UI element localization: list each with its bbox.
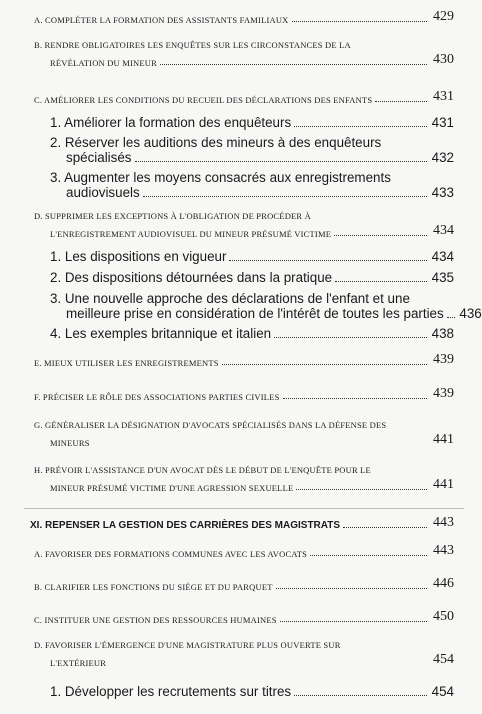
toc-entry-text: 2. Réserver les auditions des mineurs à des enquêteurs [50, 135, 382, 150]
dot-leader [296, 489, 427, 490]
toc-entry-section[interactable] [0, 515, 474, 531]
toc-page-number: 439 [433, 386, 454, 401]
toc-entry-text-continued: meilleure prise en considération de l'intérêt de toutes les parties [66, 306, 444, 321]
toc-entry[interactable] [0, 640, 474, 668]
toc-entry-text: C. INSTITUER UNE GESTION DES RESSOURCES HUMAINES [34, 615, 277, 625]
toc-entry[interactable] [0, 291, 482, 321]
dot-leader [280, 621, 427, 622]
toc-page-number: 434 [431, 249, 454, 264]
divider [24, 508, 464, 509]
toc-page-number: 441 [433, 477, 454, 492]
toc-entry[interactable] [0, 211, 474, 239]
toc-page-number: 430 [433, 52, 454, 67]
toc-entry-text-continued: MINEUR PRÉSUMÉ VICTIME D'UNE AGRESSION SEXUELLE [50, 483, 294, 493]
dot-leader [294, 126, 427, 127]
toc-entry[interactable] [0, 465, 474, 493]
toc-entry-text: D. FAVORISER L'ÉMERGENCE D'UNE MAGISTRATURE PLUS OUVERTE SUR [34, 640, 341, 650]
toc-entry-text: F. PRÉCISER LE RÔLE DES ASSOCIATIONS PARTIES CIVILES [34, 392, 280, 402]
toc-page-number: 450 [433, 609, 454, 624]
toc-page-number: 439 [433, 352, 454, 367]
toc-entry[interactable] [0, 89, 474, 105]
toc-page-number: 454 [433, 652, 454, 667]
toc-entry[interactable] [0, 352, 474, 368]
toc-entry-text-continued: RÉVÉLATION DU MINEUR [50, 58, 157, 68]
dot-leader [294, 695, 427, 696]
dot-leader [283, 398, 427, 399]
toc-entry[interactable] [0, 576, 474, 592]
dot-leader [334, 235, 427, 236]
toc-page-number: 433 [431, 185, 454, 200]
dot-leader [160, 64, 427, 65]
toc-entry[interactable] [0, 135, 474, 165]
toc-entry-text-continued: L'EXTÉRIEUR [50, 658, 107, 668]
dot-leader [135, 161, 428, 162]
toc-entry-text: G. GÉNÉRALISER LA DÉSIGNATION D'AVOCATS SPÉCIALISÉS DANS LA DÉFENSE DES [34, 420, 387, 430]
toc-entry[interactable] [0, 609, 474, 625]
toc-entry-text-continued: MINEURS [50, 438, 90, 448]
toc-entry[interactable] [0, 249, 474, 264]
toc-entry-text: 1. Développer les recrutements sur titres [50, 684, 292, 699]
toc-page-number: 454 [431, 684, 454, 699]
toc-entry[interactable] [0, 115, 474, 130]
dot-leader [274, 337, 427, 338]
toc-entry-text: E. MIEUX UTILISER LES ENREGISTREMENTS [34, 358, 219, 368]
dot-leader [229, 260, 427, 261]
toc-entry[interactable] [0, 684, 474, 699]
toc-page-number: 432 [431, 150, 454, 165]
toc-entry-text: 1. Améliorer la formation des enquêteurs [50, 115, 292, 130]
toc-page-number: 443 [433, 543, 454, 558]
toc-entry-text-continued: spécialisés [66, 150, 132, 165]
dot-leader [335, 281, 427, 282]
toc-entry-text: D. SUPPRIMER LES EXCEPTIONS À L'OBLIGATION DE PROCÉDER À [34, 211, 311, 221]
dot-leader [276, 588, 427, 589]
toc-entry-text: A. COMPLÉTER LA FORMATION DES ASSISTANTS FAMILIAUX [34, 15, 289, 25]
dot-leader [343, 527, 427, 528]
dot-leader [222, 364, 427, 365]
toc-entry-text: B. CLARIFIER LES FONCTIONS DU SIÈGE ET DU PARQUET [34, 582, 273, 592]
toc-entry[interactable] [0, 9, 474, 25]
toc-entry-text: B. RENDRE OBLIGATOIRES LES ENQUÊTES SUR LES CIRCONSTANCES DE LA [34, 40, 351, 50]
toc-entry-text: H. PRÉVOIR L'ASSISTANCE D'UN AVOCAT DÈS LE DÉBUT DE L'ENQUÊTE POUR LE [34, 465, 371, 475]
toc-page-number: 438 [431, 326, 454, 341]
toc-entry[interactable] [0, 326, 474, 341]
toc-page-number: 446 [433, 576, 454, 591]
toc-entry-text: 3. Augmenter les moyens consacrés aux enregistrements [50, 170, 391, 185]
toc-section-title: XI. REPENSER LA GESTION DES CARRIÈRES DES MAGISTRATS [30, 520, 341, 531]
toc-entry[interactable] [0, 386, 474, 402]
toc-page-number: 429 [433, 9, 454, 24]
dot-leader [375, 101, 427, 102]
toc-page-number: 441 [433, 432, 454, 447]
toc-entry-text-continued: L'ENREGISTREMENT AUDIOVISUEL DU MINEUR PRÉSUMÉ VICTIME [50, 229, 332, 239]
toc-entry[interactable] [0, 543, 474, 559]
toc-entry-text: A. FAVORISER DES FORMATIONS COMMUNES AVEC LES AVOCATS [34, 549, 308, 559]
toc-entry[interactable] [0, 40, 474, 68]
dot-leader [292, 21, 427, 22]
toc-entry-text: 3. Une nouvelle approche des déclarations de l'enfant et une [50, 291, 410, 306]
toc-entry-text: 1. Les dispositions en vigueur [50, 249, 227, 264]
dot-leader [447, 317, 455, 318]
toc-page-number: 434 [433, 223, 454, 238]
toc-entry[interactable] [0, 420, 474, 448]
dot-leader [143, 196, 427, 197]
toc-page-number: 435 [431, 270, 454, 285]
toc-entry[interactable] [0, 170, 474, 200]
toc-entry[interactable] [0, 270, 474, 285]
toc-entry-text: C. AMÉLIORER LES CONDITIONS DU RECUEIL DES DÉCLARATIONS DES ENFANTS [34, 95, 373, 105]
dot-leader [93, 444, 427, 445]
toc-page-number: 443 [433, 515, 454, 530]
toc-page-number: 431 [431, 115, 454, 130]
toc-page-number: 436 [459, 306, 482, 321]
toc-entry-text: 4. Les exemples britannique et italien [50, 326, 272, 341]
toc-entry-text: 2. Des dispositions détournées dans la pratique [50, 270, 333, 285]
toc-entry-text-continued: audiovisuels [66, 185, 140, 200]
toc-page-number: 431 [433, 89, 454, 104]
dot-leader [310, 555, 427, 556]
dot-leader [109, 664, 427, 665]
